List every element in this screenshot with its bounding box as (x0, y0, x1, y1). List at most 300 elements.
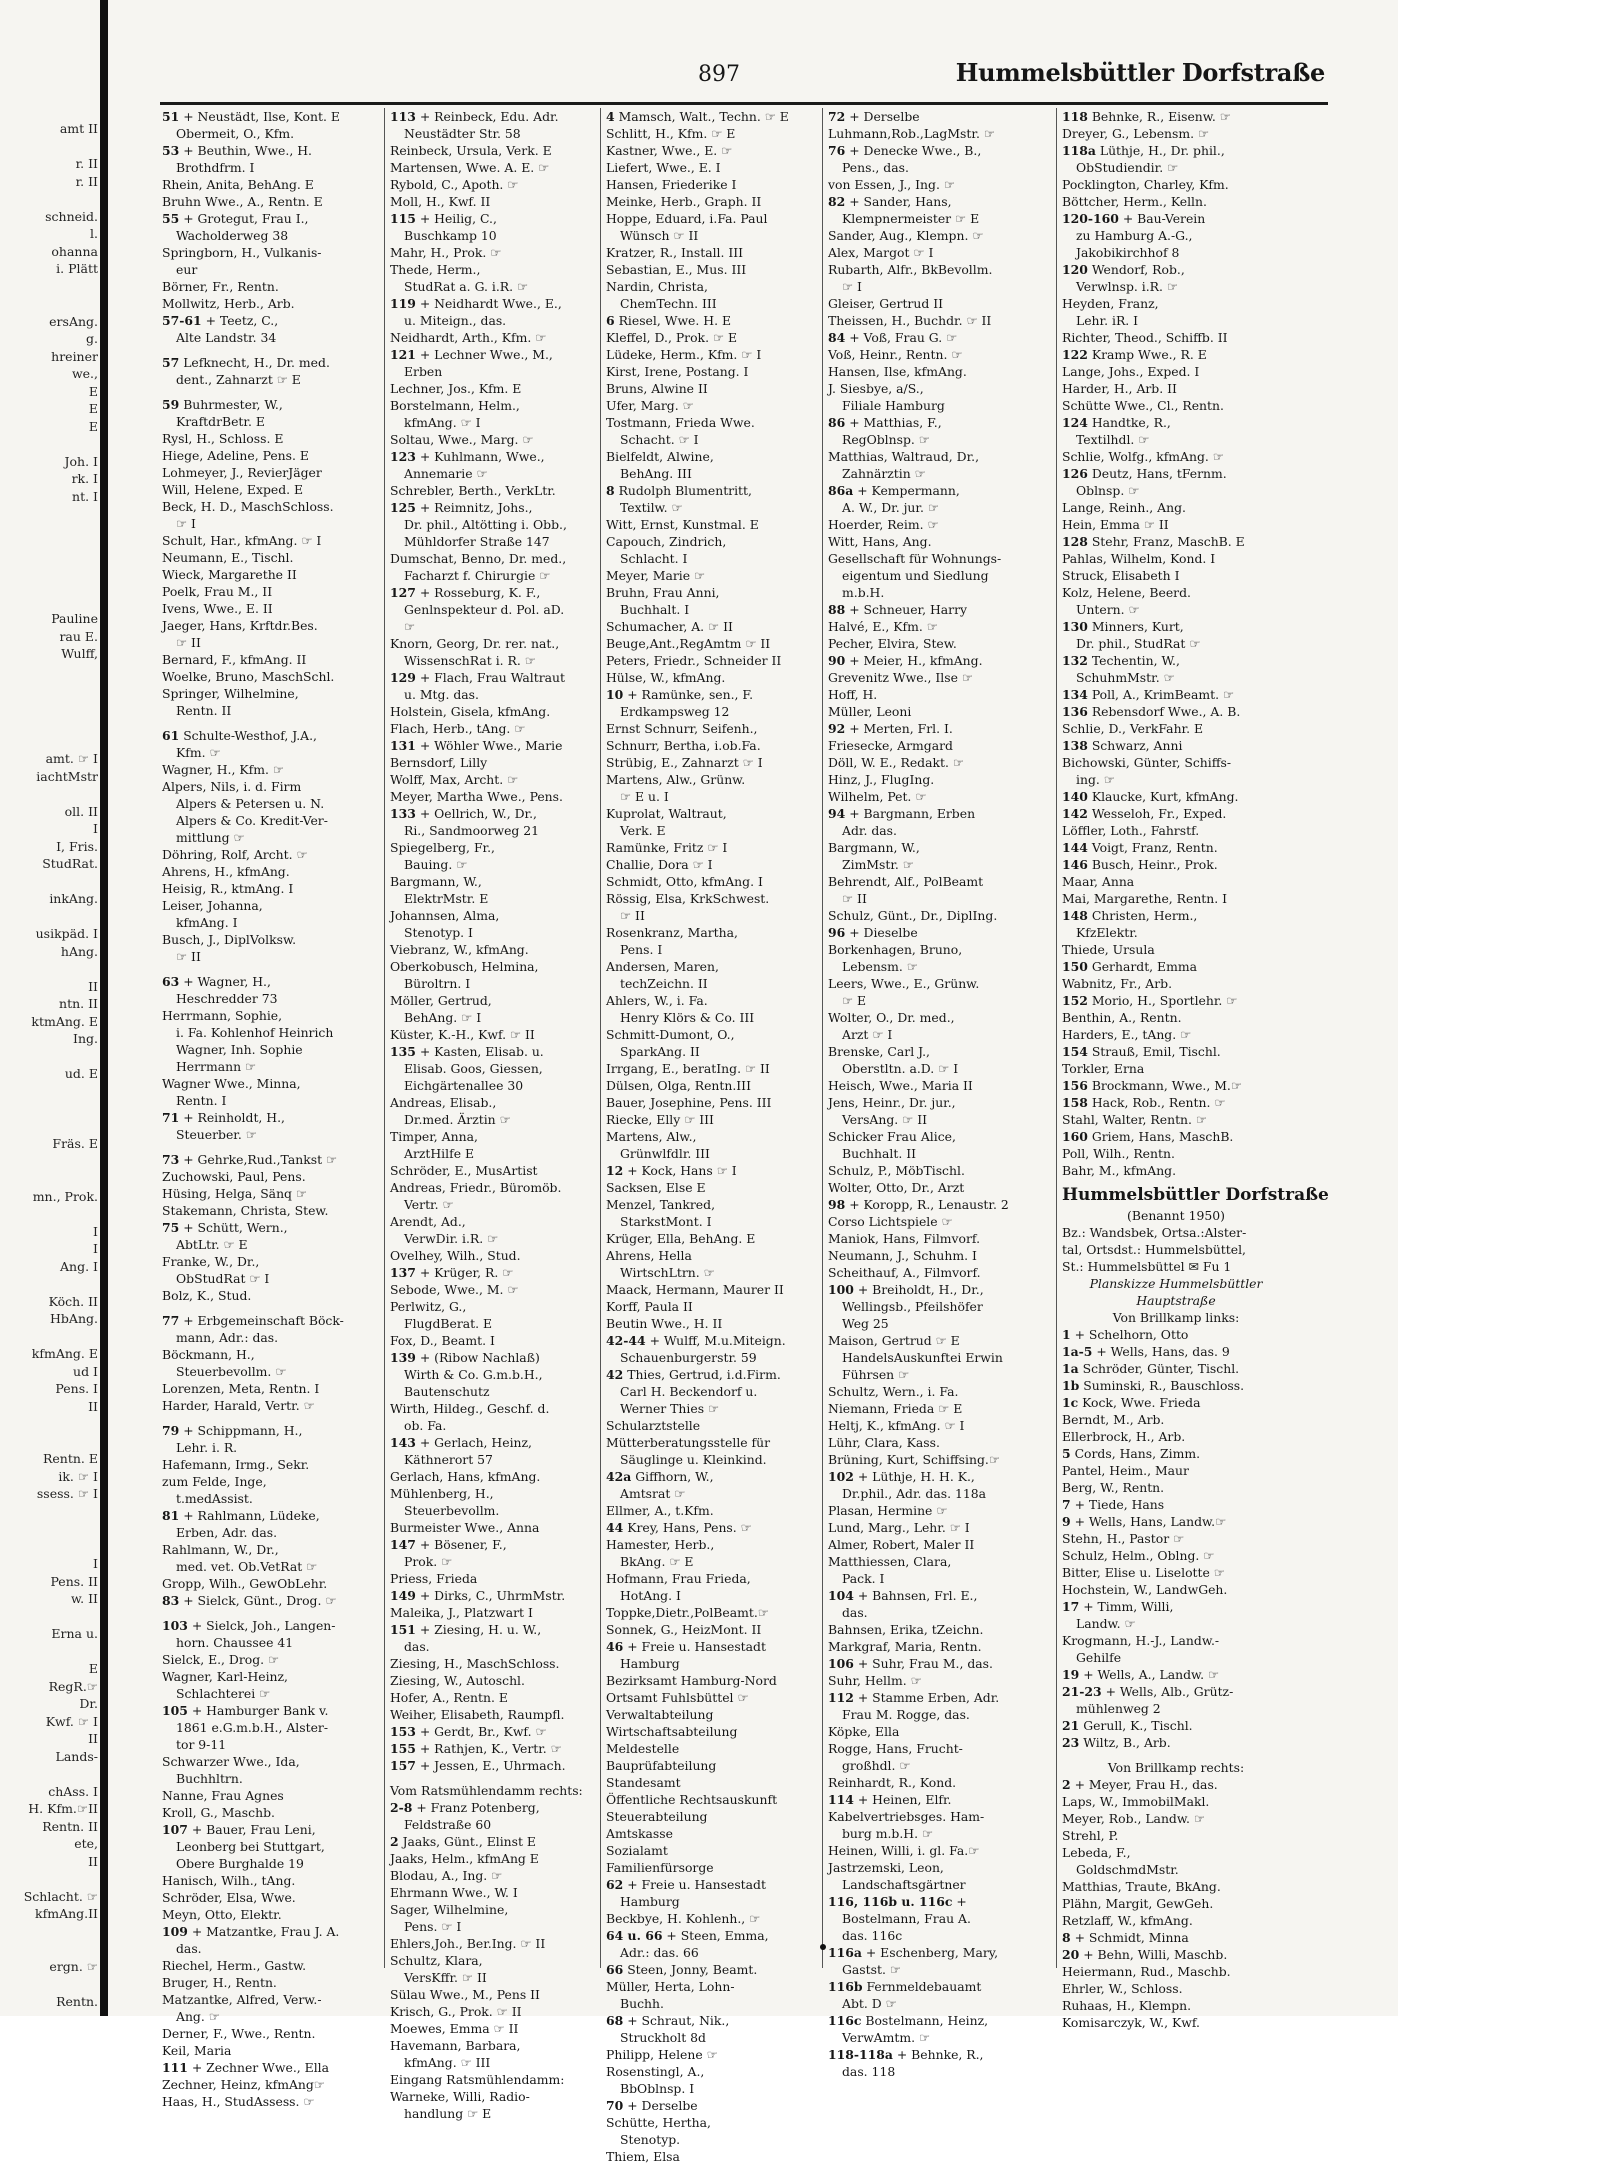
resident-line: Bezirksamt Hamburg-Nord (606, 1673, 777, 1688)
resident-line: Meinke, Herb., Graph. II (606, 194, 762, 209)
fragment-line: w. II (70, 1591, 98, 1606)
fragment-line: II (88, 1853, 98, 1869)
house-entry: 4 Mamsch, Walt., Techn. ☞ E (606, 109, 789, 124)
resident-line: Verk. E (620, 823, 666, 838)
house-entry: 151 + Ziesing, H. u. W., (390, 1622, 542, 1637)
resident-line: Wolff, Max, Archt. ☞ (390, 772, 519, 787)
resident-line: Sager, Wilhelmine, (390, 1902, 509, 1917)
resident-line: Neumann, E., Tischl. (162, 550, 294, 565)
resident-line: Schmitt-Dumont, O., (606, 1027, 735, 1042)
resident-line: Schwarzer Wwe., Ida, (162, 1754, 300, 1769)
resident-line: Heisig, R., ktmAng. I (162, 881, 294, 896)
resident-line: Ortsamt Fuhlsbüttel ☞ (606, 1690, 749, 1705)
fragment-line (0, 960, 98, 978)
resident-line: Schlie, D., VerkFahr. E (1062, 721, 1204, 736)
header-rule (160, 102, 1328, 105)
resident-line: Rosenkranz, Martha, (606, 925, 738, 940)
fragment-line: HbAng. (50, 1311, 98, 1326)
resident-line: VerwDir. i.R. ☞ (404, 1231, 499, 1246)
resident-line: tor 9-11 (176, 1737, 227, 1752)
fragment-line: Schlacht. ☞ (23, 1888, 98, 1904)
resident-line: Nardin, Christa, (606, 279, 708, 294)
resident-line: Rhein, Anita, BehAng. E (162, 177, 314, 192)
house-entry: 92 + Merten, Frl. I. (828, 721, 953, 736)
resident-line: kfmAng. I (176, 915, 238, 930)
resident-line: Brothdfrm. I (176, 160, 255, 175)
resident-line: Havemann, Barbara, (390, 2038, 521, 2053)
fragment-line: I (93, 1241, 98, 1256)
resident-line: Schulz, Helm., Oblng. ☞ (1062, 1548, 1215, 1563)
resident-line: Witt, Ernst, Kunstmal. E (606, 517, 759, 532)
column-divider (1056, 108, 1057, 1968)
fragment-line: E (88, 401, 98, 416)
house-entry: 59 Buhrmester, W., (162, 397, 283, 412)
resident-line: Springborn, H., Vulkanis- (162, 245, 322, 260)
house-entry: 19 + Wells, A., Landw. ☞ (1062, 1667, 1220, 1682)
fragment-line: Ing. (73, 1031, 98, 1046)
house-entry: 72 + Derselbe (828, 109, 920, 124)
resident-line: Zuchowski, Paul, Pens. (162, 1169, 306, 1184)
resident-line: Büroltrn. I (404, 976, 471, 991)
resident-line: Hinz, J., FlugIng. (828, 772, 935, 787)
resident-line: Rössig, Elsa, KrkSchwest. (606, 891, 770, 906)
resident-line: Ang. ☞ (176, 2009, 220, 2024)
resident-line: das. (842, 1605, 868, 1620)
resident-line: Philipp, Helene ☞ (606, 2047, 718, 2062)
running-head: Hummelsbüttler Dorfstraße (955, 58, 1325, 87)
resident-line: VerwAmtm. ☞ (842, 2030, 931, 2045)
resident-line: Elisab. Goos, Giessen, (404, 1061, 543, 1076)
fragment-line (0, 558, 98, 576)
resident-line: Genlnspekteur d. Pol. aD. (404, 602, 565, 617)
resident-line: Säuglinge u. Kleinkind. (620, 1452, 767, 1467)
house-entry: 1b Suminski, R., Bauschloss. (1062, 1378, 1245, 1393)
resident-line: Ellmer, A., t.Kfm. (606, 1503, 714, 1518)
house-entry: 53 + Beuthin, Wwe., H. (162, 143, 312, 158)
resident-line: Ziesing, H., MaschSchloss. (390, 1656, 560, 1671)
house-entry: 77 + Erbgemeinschaft Böck- (162, 1313, 344, 1328)
resident-line: Rysl, H., Schloss. E (162, 431, 284, 446)
resident-line: Werner Thies ☞ (620, 1401, 720, 1416)
resident-line: Ufer, Marg. ☞ (606, 398, 694, 413)
resident-line: Wirth, Hildeg., Geschf. d. (390, 1401, 550, 1416)
resident-line: Müller, Leoni (828, 704, 912, 719)
resident-line: Soltau, Wwe., Marg. ☞ (390, 432, 534, 447)
resident-line: Kirst, Irene, Postang. I (606, 364, 749, 379)
resident-line: Wirth & Co. G.m.b.H., (404, 1367, 543, 1382)
fragment-line: r. II (75, 156, 98, 171)
resident-line: Buchhalt. I (620, 602, 690, 617)
resident-line: Korff, Paula II (606, 1299, 693, 1314)
resident-line: Rybold, C., Apoth. ☞ (390, 177, 519, 192)
resident-line: Johannsen, Alma, (390, 908, 500, 923)
fragment-line (0, 715, 98, 733)
resident-line: Bahnsen, Erika, tZeichn. (828, 1622, 984, 1637)
resident-line: Wellingsb., Pfeilshöfer (842, 1299, 983, 1314)
house-entry: 79 + Schippmann, H., (162, 1423, 303, 1438)
fragment-line (0, 295, 98, 313)
resident-line: Neumann, J., Schuhm. I (828, 1248, 977, 1263)
fragment-line: r. II (75, 173, 98, 189)
resident-line: Beuge,Ant.,RegAmtm ☞ II (606, 636, 771, 651)
resident-line: Steuerbevollm. (404, 1503, 500, 1518)
fragment-line (0, 663, 98, 681)
resident-line: u. Miteign., das. (404, 313, 507, 328)
resident-line: Kastner, Wwe., E. ☞ (606, 143, 733, 158)
fragment-line (0, 1205, 98, 1223)
resident-line: tal, Ortsdst.: Hummelsbüttel, (1062, 1242, 1246, 1257)
resident-line: Luhmann,Rob.,LagMstr. ☞ (828, 126, 995, 141)
fragment-line: I (93, 821, 98, 836)
resident-line: Oblnsp. ☞ (1076, 483, 1140, 498)
resident-line: Alpers & Co. Kredit-Ver- (176, 813, 328, 828)
resident-line: Brüning, Kurt, Schiffsing.☞ (828, 1452, 1000, 1467)
house-entry: 119 + Neidhardt Wwe., E., (390, 296, 562, 311)
resident-line: Hamburg (620, 1656, 680, 1671)
resident-line: Matthias, Waltraud, Dr., (828, 449, 980, 464)
resident-line: Hochstein, W., LandwGeh. (1062, 1582, 1228, 1597)
resident-line: mittlung ☞ (176, 830, 245, 845)
resident-line: Dülsen, Olga, Rentn.III (606, 1078, 751, 1093)
resident-line: Liefert, Wwe., E. I (606, 160, 721, 175)
house-entry: 76 + Denecke Wwe., B., (828, 143, 982, 158)
resident-line: Pocklington, Charley, Kfm. (1062, 177, 1229, 192)
resident-line: Standesamt (606, 1775, 681, 1790)
resident-line: handlung ☞ E (404, 2106, 492, 2121)
house-entry: 57-61 + Teetz, C., (162, 313, 279, 328)
resident-line: Käthnerort 57 (404, 1452, 493, 1467)
resident-line: Sielck, E., Drog. ☞ (162, 1652, 280, 1667)
house-entry: 153 + Gerdt, Br., Kwf. ☞ (390, 1724, 547, 1739)
resident-line: St.: Hummelsbüttel ✉ Fu 1 (1062, 1259, 1232, 1274)
fragment-line: Joh. I (64, 453, 98, 469)
resident-line: Bahr, M., kfmAng. (1062, 1163, 1177, 1178)
resident-line: Vertr. ☞ (404, 1197, 454, 1212)
resident-line: Steuerber. ☞ (176, 1127, 257, 1142)
resident-line: Lebensm. ☞ (842, 959, 918, 974)
resident-line: das. (404, 1639, 430, 1654)
house-entry: 118-118a + Behnke, R., (828, 2047, 984, 2062)
resident-line: Steuerbevollm. ☞ (176, 1364, 287, 1379)
resident-line: Amtskasse (606, 1826, 673, 1841)
spacer (390, 1774, 610, 1782)
resident-line: FlugdBerat. E (404, 1316, 493, 1331)
house-entry: 106 + Suhr, Frau M., das. (828, 1656, 993, 1671)
resident-line: Springer, Wilhelmine, (162, 686, 299, 701)
resident-line: KfzElektr. (1076, 925, 1138, 940)
resident-line: Dumschat, Benno, Dr. med., (390, 551, 567, 566)
house-entry: 70 + Derselbe (606, 2098, 698, 2113)
fragment-line (0, 680, 98, 698)
resident-line: Alpers & Petersen u. N. (176, 796, 325, 811)
resident-line: Grevenitz Wwe., Ilse ☞ (828, 670, 973, 685)
resident-line: ☞ I (842, 279, 862, 294)
resident-line: Behrendt, Alf., PolBeamt (828, 874, 984, 889)
resident-line: Müller, Herta, Lohn- (606, 1979, 735, 1994)
resident-line: Ehlers,Joh., Ber.Ing. ☞ II (390, 1936, 546, 1951)
spacer (162, 1143, 382, 1151)
resident-line: Borkenhagen, Bruno, (828, 942, 963, 957)
fragment-line (0, 733, 98, 751)
house-entry: 1c Kock, Wwe. Frieda (1062, 1395, 1201, 1410)
resident-line: Thiede, Ursula (1062, 942, 1155, 957)
resident-line: BbOblnsp. I (620, 2081, 695, 2096)
fragment-line: rau E. (59, 628, 98, 644)
print-dot (820, 1944, 826, 1950)
column-divider (600, 108, 601, 1968)
house-entry: 132 Techentin, W., (1062, 653, 1180, 668)
resident-line: Kfm. ☞ (176, 745, 221, 760)
resident-line: Steuerabteilung (606, 1809, 708, 1824)
resident-line: Bichowski, Günter, Schiffs- (1062, 755, 1232, 770)
spacer (162, 388, 382, 396)
resident-line: Herrmann ☞ (176, 1059, 257, 1074)
resident-line: Vom Ratsmühlendamm rechts: (390, 1783, 583, 1798)
resident-line: Bautenschutz (404, 1384, 490, 1399)
resident-line: Laps, W., ImmobilMakl. (1062, 1794, 1210, 1809)
resident-line: Dr. phil., StudRat ☞ (1076, 636, 1201, 651)
resident-line: Jaaks, Helm., kfmAng E (390, 1851, 539, 1866)
resident-line: Wagner, Inh. Sophie (176, 1042, 303, 1057)
resident-line: Abt. D ☞ (842, 1996, 897, 2011)
resident-line: Feldstraße 60 (404, 1817, 492, 1832)
resident-line: Bitter, Elise u. Liselotte ☞ (1062, 1565, 1225, 1580)
house-entry: 135 + Kasten, Elisab. u. (390, 1044, 544, 1059)
fragment-line: ergn. ☞ (49, 1958, 98, 1974)
fragment-line: Erna u. (51, 1626, 98, 1641)
resident-line: Friesecke, Armgard (828, 738, 953, 753)
house-entry: 147 + Bösener, F., (390, 1537, 507, 1552)
spacer (162, 346, 382, 354)
house-entry: 82 + Sander, Hans, (828, 194, 952, 209)
resident-line: das. (176, 1941, 202, 1956)
fragment-line (0, 575, 98, 593)
resident-line: Jakobikirchhof 8 (1076, 245, 1180, 260)
resident-line: Lange, Johs., Exped. I (1062, 364, 1200, 379)
fragment-line: rk. I (71, 471, 98, 486)
house-entry: 140 Klaucke, Kurt, kfmAng. (1062, 789, 1239, 804)
resident-line: WirtschLtrn. ☞ (620, 1265, 715, 1280)
resident-line: das. 118 (842, 2064, 896, 2079)
resident-line: Gleiser, Gertrud II (828, 296, 943, 311)
resident-line: Thede, Herm., (390, 262, 481, 277)
resident-line: ElektrMstr. E (404, 891, 489, 906)
house-entry: 2 + Meyer, Frau H., das. (1062, 1777, 1218, 1792)
resident-line: Bernard, F., kfmAng. II (162, 652, 307, 667)
house-entry: 88 + Schneuer, Harry (828, 602, 968, 617)
house-entry: 86 + Matthias, F., (828, 415, 942, 430)
resident-line: Rahlmann, W., Dr., (162, 1542, 279, 1557)
fragment-line: II (88, 1731, 98, 1746)
house-entry: 122 Kramp Wwe., R. E (1062, 347, 1207, 362)
resident-line: Stenotyp. (620, 2132, 681, 2147)
resident-line: dent., Zahnarzt ☞ E (176, 372, 301, 387)
resident-line: (Benannt 1950) (1127, 1208, 1225, 1223)
house-entry: 57 Lefknecht, H., Dr. med. (162, 355, 330, 370)
resident-line: Challie, Dora ☞ I (606, 857, 713, 872)
resident-line: Annemarie ☞ (404, 466, 488, 481)
resident-line: Hanisch, Wilh., tAng. (162, 1873, 296, 1888)
resident-line: Amtsrat ☞ (620, 1486, 686, 1501)
fragment-line (0, 1503, 98, 1521)
resident-line: Franke, W., Dr., (162, 1254, 260, 1269)
resident-line: Mühldorfer Straße 147 (404, 534, 550, 549)
resident-line: BehAng. ☞ I (404, 1010, 482, 1025)
house-entry: 105 + Hamburger Bank v. (162, 1703, 329, 1718)
resident-line: Bostelmann, Frau A. (842, 1911, 971, 1926)
resident-line: Hansen, Ilse, kfmAng. (828, 364, 967, 379)
resident-line: ObStudiendir. ☞ (1076, 160, 1179, 175)
fragment-line: Ang. I (60, 1258, 98, 1274)
resident-line: Matzantke, Alfred, Verw.- (162, 1992, 322, 2007)
resident-line: Ri., Sandmoorweg 21 (404, 823, 540, 838)
fragment-line (0, 1048, 98, 1066)
house-entry: 46 + Freie u. Hansestadt (606, 1639, 766, 1654)
house-entry: 116c Bostelmann, Heinz, (828, 2013, 989, 2028)
resident-line: Ovelhey, Wilh., Stud. (390, 1248, 521, 1263)
resident-line: Schütte Wwe., Cl., Rentn. (1062, 398, 1224, 413)
resident-line: Markgraf, Maria, Rentn. (828, 1639, 982, 1654)
fragment-line: Kwf. ☞ I (45, 1713, 98, 1729)
resident-line: Harder, H., Arb. II (1062, 381, 1177, 396)
resident-line: Landw. ☞ (1076, 1616, 1136, 1631)
resident-line: Bruns, Alwine II (606, 381, 708, 396)
fragment-line: ssess. ☞ I (36, 1486, 98, 1501)
house-entry: 130 Minners, Kurt, (1062, 619, 1184, 634)
resident-line: ObStudRat ☞ I (176, 1271, 270, 1286)
house-entry: 96 + Dieselbe (828, 925, 918, 940)
resident-line: Schult, Har., kfmAng. ☞ I (162, 533, 322, 548)
resident-line: Lehr. iR. I (1076, 313, 1139, 328)
resident-line: Wirtschaftsabteilung (606, 1724, 738, 1739)
resident-line: Menzel, Tankred, (606, 1197, 716, 1212)
resident-line: Harders, E., tAng. ☞ (1062, 1027, 1192, 1042)
resident-line: Heiermann, Rud., Maschb. (1062, 1964, 1231, 1979)
fragment-line: ohanna (51, 243, 98, 259)
resident-line: Schröder, E., MusArtist (390, 1163, 538, 1178)
resident-line: Ehrler, W., Schloss. (1062, 1981, 1183, 1996)
house-entry: 154 Strauß, Emil, Tischl. (1062, 1044, 1221, 1059)
resident-line: Löffler, Loth., Fahrstf. (1062, 823, 1200, 838)
resident-line: HotAng. I (620, 1588, 681, 1603)
resident-line: ChemTechn. III (620, 296, 717, 311)
resident-line: Lechner, Jos., Kfm. E (390, 381, 522, 396)
resident-line: Facharzt f. Chirurgie ☞ (404, 568, 551, 583)
house-entry: 133 + Oellrich, W., Dr., (390, 806, 537, 821)
resident-line: Beutin Wwe., H. II (606, 1316, 723, 1331)
resident-line: Tostmann, Frieda Wwe. (606, 415, 755, 430)
resident-line: Döll, W. E., Redakt. ☞ (828, 755, 964, 770)
resident-line: Matthias, Traute, BkAng. (1062, 1879, 1221, 1894)
resident-line: Schmidt, Otto, kfmAng. I (606, 874, 763, 889)
resident-line: WissenschRat i. R. ☞ (404, 653, 536, 668)
house-entry: 116, 116b u. 116c + (828, 1894, 967, 1909)
resident-line: Wünsch ☞ II (620, 228, 699, 243)
resident-line: i. Fa. Kohlenhof Heinrich (176, 1025, 334, 1040)
resident-line: Hülse, W., kfmAng. (606, 670, 726, 685)
fragment-line: Wulff, (61, 646, 98, 661)
fragment-line (0, 1923, 98, 1941)
resident-line: Gastst. ☞ (842, 1962, 901, 1977)
resident-line: Retzlaff, W., kfmAng. (1062, 1913, 1193, 1928)
resident-line: Ziesing, W., Autoschl. (390, 1673, 525, 1688)
fragment-line (0, 540, 98, 558)
house-entry: 114 + Heinen, Elfr. (828, 1792, 952, 1807)
resident-line: Sonnek, G., HeizMont. II (606, 1622, 762, 1637)
resident-line: Andreas, Elisab., (390, 1095, 497, 1110)
resident-line: Wolter, O., Dr. med., (828, 1010, 955, 1025)
resident-line: großhdl. ☞ (842, 1758, 911, 1773)
facing-page-fragment (0, 120, 98, 2009)
resident-line: Harder, Harald, Vertr. ☞ (162, 1398, 315, 1413)
resident-line: Holstein, Gisela, kfmAng. (390, 704, 551, 719)
fragment-line (0, 785, 98, 803)
house-entry: 12 + Kock, Hans ☞ I (606, 1163, 737, 1178)
house-entry: 139 + (Ribow Nachlaß) (390, 1350, 540, 1365)
resident-line: Sebastian, E., Mus. III (606, 262, 747, 277)
resident-line: Pantel, Heim., Maur (1062, 1463, 1189, 1478)
fragment-line (0, 190, 98, 208)
resident-line: u. Mtg. das. (404, 687, 479, 702)
house-entry: 21 Gerull, K., Tischl. (1062, 1718, 1193, 1733)
resident-line: Heschredder 73 (176, 991, 278, 1006)
spacer (162, 965, 382, 973)
resident-line: Verwaltabteilung (606, 1707, 714, 1722)
house-entry: 63 + Wagner, H., (162, 974, 271, 989)
resident-line: Meyer, Martha Wwe., Pens. (390, 789, 563, 804)
house-entry: 1a Schröder, Günter, Tischl. (1062, 1361, 1240, 1376)
house-entry: 146 Busch, Heinr., Prok. (1062, 857, 1218, 872)
resident-line: Zechner, Heinz, kfmAng☞ (162, 2077, 325, 2092)
resident-line: Torkler, Erna (1062, 1061, 1145, 1076)
resident-line: Arendt, Ad., (390, 1214, 466, 1229)
resident-line: Von Brillkamp links: (1112, 1310, 1240, 1325)
resident-line: Dr.med. Ärztin ☞ (404, 1112, 511, 1127)
resident-line: Textilhdl. ☞ (1076, 432, 1150, 447)
house-entry: 8 Rudolph Blumentritt, (606, 483, 752, 498)
resident-line: Eingang Ratsmühlendamm: (390, 2072, 565, 2087)
fragment-line: Fräs. E (52, 1136, 98, 1151)
resident-line: Hansen, Friederike I (606, 177, 737, 192)
resident-line: Ehrmann Wwe., W. I (390, 1885, 518, 1900)
resident-line: Brenske, Carl J., (828, 1044, 930, 1059)
house-entry: 134 Poll, A., KrimBeamt. ☞ (1062, 687, 1235, 702)
resident-line: Lebeda, F., (1062, 1845, 1131, 1860)
directory-column-2 (390, 108, 610, 2121)
resident-line: Schnurr, Bertha, i.ob.Fa. (606, 738, 761, 753)
fragment-line: Köch. II (48, 1293, 98, 1309)
house-entry: 71 + Reinholdt, H., (162, 1110, 285, 1125)
resident-line: Wacholderweg 38 (176, 228, 289, 243)
resident-line: Andreas, Friedr., Büromöb. (390, 1180, 562, 1195)
resident-line: mühlenweg 2 (1076, 1701, 1161, 1716)
resident-line: Plasan, Hermine ☞ (828, 1503, 948, 1518)
resident-line: Spiegelberg, Fr., (390, 840, 495, 855)
house-entry: 6 Riesel, Wwe. H. E (606, 313, 731, 328)
resident-line: Pens. I (620, 942, 663, 957)
fragment-line (0, 523, 98, 541)
resident-line: Riechel, Herm., Gastw. (162, 1958, 307, 1973)
house-entry: 121 + Lechner Wwe., M., (390, 347, 553, 362)
resident-line: Bauprüfabteilung (606, 1758, 717, 1773)
resident-line: Schlachterei ☞ (176, 1686, 271, 1701)
resident-line: Borstelmann, Helm., (390, 398, 520, 413)
resident-line: Matthiessen, Clara, (828, 1554, 952, 1569)
resident-line: Arzt ☞ I (842, 1027, 893, 1042)
fragment-line (0, 1100, 98, 1118)
book-gutter (100, 0, 108, 2016)
resident-line: Meyn, Otto, Elektr. (162, 1907, 282, 1922)
